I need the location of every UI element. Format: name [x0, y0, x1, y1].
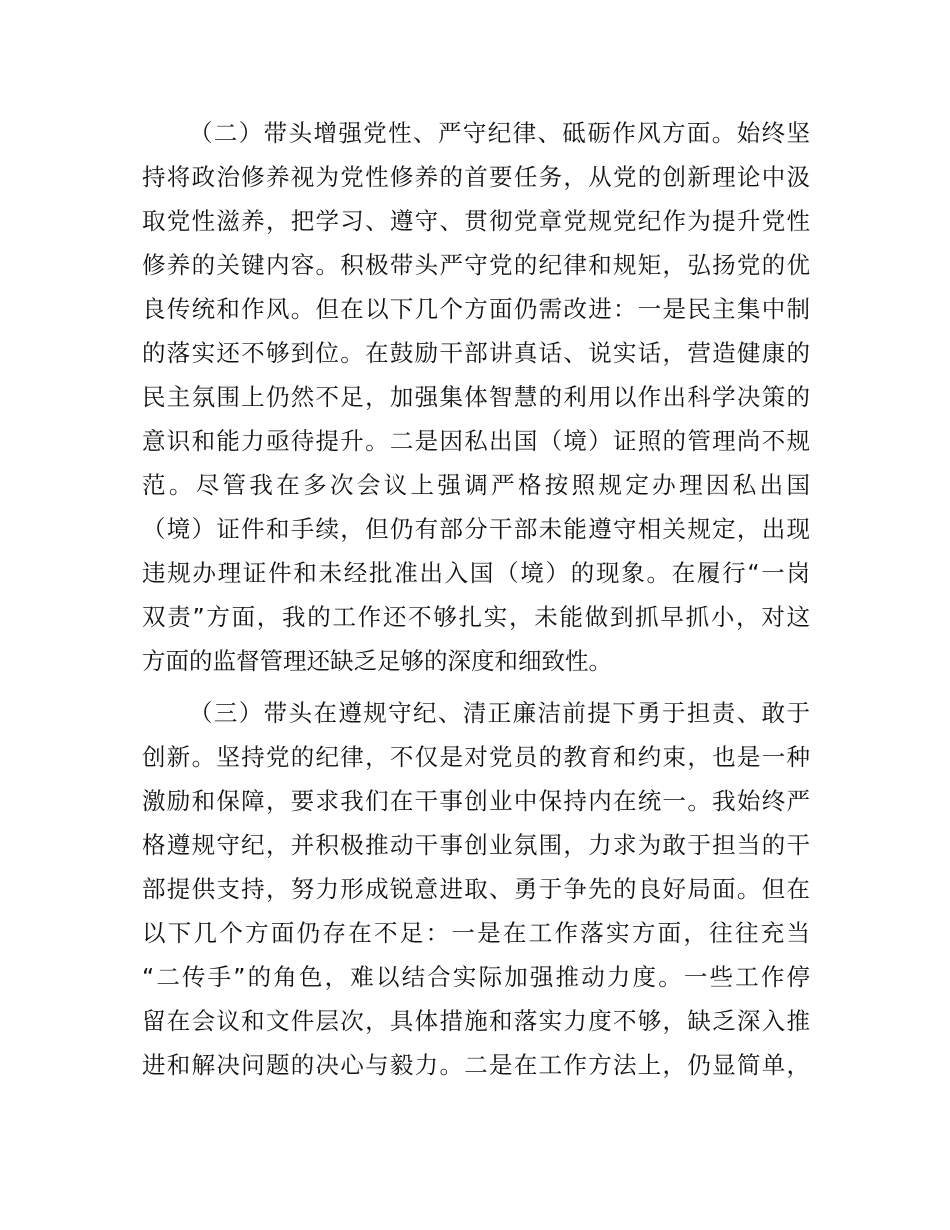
paragraph-line: 修养的关键内容。积极带头严守党的纪律和规矩，弘扬党的优	[142, 251, 810, 279]
paragraph-line: 留在会议和文件层次，具体措施和落实力度不够，缺乏深入推	[142, 1007, 810, 1035]
paragraph-line: 进和解决问题的决心与毅力。二是在工作方法上，仍显简单，	[142, 1051, 810, 1079]
paragraph-line: 的落实还不够到位。在鼓励干部讲真话、说实话，营造健康的	[142, 339, 810, 367]
paragraph-line: “二传手”的角色，难以结合实际加强推动力度。一些工作停	[142, 963, 810, 991]
paragraph-line: 意识和能力亟待提升。二是因私出国（境）证照的管理尚不规	[142, 427, 810, 455]
paragraph-line: （境）证件和手续，但仍有部分干部未能遵守相关规定，出现	[142, 515, 810, 543]
paragraph-line: 取党性滋养，把学习、遵守、贯彻党章党规党纪作为提升党性	[142, 207, 810, 235]
paragraph-line: 格遵规守纪，并积极推动干事创业氛围，力求为敢于担当的干	[142, 831, 810, 859]
paragraph-line: 范。尽管我在多次会议上强调严格按照规定办理因私出国	[142, 471, 810, 499]
paragraph-line: 部提供支持，努力形成锐意进取、勇于争先的良好局面。但在	[142, 875, 810, 903]
paragraph-line: 良传统和作风。但在以下几个方面仍需改进：一是民主集中制	[142, 295, 810, 323]
paragraph-line: 以下几个方面仍存在不足：一是在工作落实方面，往往充当	[142, 919, 810, 947]
paragraph-line: 双责”方面，我的工作还不够扎实，未能做到抓早抓小，对这	[142, 603, 810, 631]
paragraph-line: （三）带头在遵规守纪、清正廉洁前提下勇于担责、敢于	[189, 699, 810, 727]
paragraph-line: （二）带头增强党性、严守纪律、砥砺作风方面。始终坚	[189, 119, 810, 147]
paragraph-line: 持将政治修养视为党性修养的首要任务，从党的创新理论中汲	[142, 163, 810, 191]
paragraph-line: 违规办理证件和未经批准出入国（境）的现象。在履行“一岗	[142, 559, 810, 587]
paragraph-line: 创新。坚持党的纪律，不仅是对党员的教育和约束，也是一种	[142, 743, 810, 771]
paragraph-line: 激励和保障，要求我们在干事创业中保持内在统一。我始终严	[142, 787, 810, 815]
paragraph-line: 民主氛围上仍然不足，加强集体智慧的利用以作出科学决策的	[142, 383, 810, 411]
paragraph-line: 方面的监督管理还缺乏足够的深度和细致性。	[142, 647, 612, 675]
